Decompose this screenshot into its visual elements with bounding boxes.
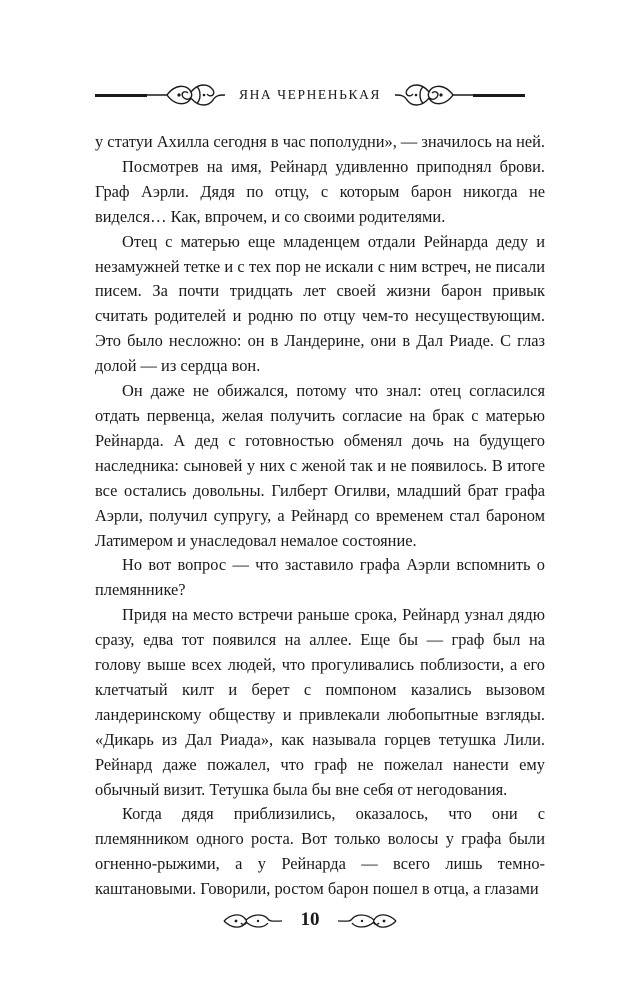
paragraph-continued: у статуи Ахилла сегодня в час пополудни», — значилось на ней. [95, 132, 545, 151]
page-number: 10 [300, 909, 320, 930]
folio-flourish-left-icon [222, 911, 284, 931]
paragraph: Придя на место встречи раньше срока, Рейнард узнал дядю сразу, едва тот появился на аллее. Еще бы — граф был на голову выше всех людей, что прогуливались поблизости, а его клетчатый килт и берет с помпоном казались вызовом ландеринскому обществу и привлекали любопытные взгляды. «Дикарь из Дал Риада», как называла горцев тетушка Лили. Рейнард даже пожалел, что граф не пожелал нанести ему обычный визит. Тетушка была бы вне себя от негодования. [95, 605, 545, 799]
paragraph: Отец с матерью еще младенцем отдали Рейнарда деду и незамужней тетке и с тех пор не искали с ним встреч, не писали писем. За почти тридцать лет своей жизни барон привык считать родителей и родню по отцу чем-то несуществующим. Это было несложно: он в Ландерине, они в Дал Риаде. С глаз долой — из сердца вон. [95, 231, 545, 376]
paragraph: Он даже не обижался, потому что знал: отец согласился отдать первенца, желая получить согласие на брак с матерью Рейнарда. А дед с готовностью обменял дочь на будущего наследника: сыновей у них с женой так и не появилось. В итоге все остались довольны. Гилберт Огилви, младший брат графа Аэрли, получил супругу, а Рейнард со временем стал бароном Латимером и унаследовал немалое состояние. [95, 381, 545, 550]
page-footer [0, 905, 619, 935]
paragraph: Но вот вопрос — что заставило графа Аэрли вспомнить о племяннике? [95, 555, 545, 600]
folio-flourish-right-icon [336, 911, 398, 931]
paragraph: Посмотрев на имя, Рейнард удивленно приподнял брови. Граф Аэрли. Дядя по отцу, с которым барон никогда не виделся… Как, впрочем, и со своими родителями. [95, 156, 545, 226]
paragraph: Когда дядя приблизились, оказалось, что они с племянником одного роста. Вот только волосы у графа были огненно-рыжими, а у Рейнарда — всего лишь темно-каштановыми. Говорили, ростом барон пошел в отца, а глазами [95, 804, 545, 899]
flourish-left-icon [147, 78, 225, 112]
body-text [95, 130, 545, 902]
header-rule-left [95, 94, 147, 97]
flourish-right-icon [395, 78, 473, 112]
header-rule-right [473, 94, 525, 97]
running-head: ЯНА ЧЕРНЕНЬКАЯ [238, 87, 382, 102]
page-header [95, 78, 525, 112]
